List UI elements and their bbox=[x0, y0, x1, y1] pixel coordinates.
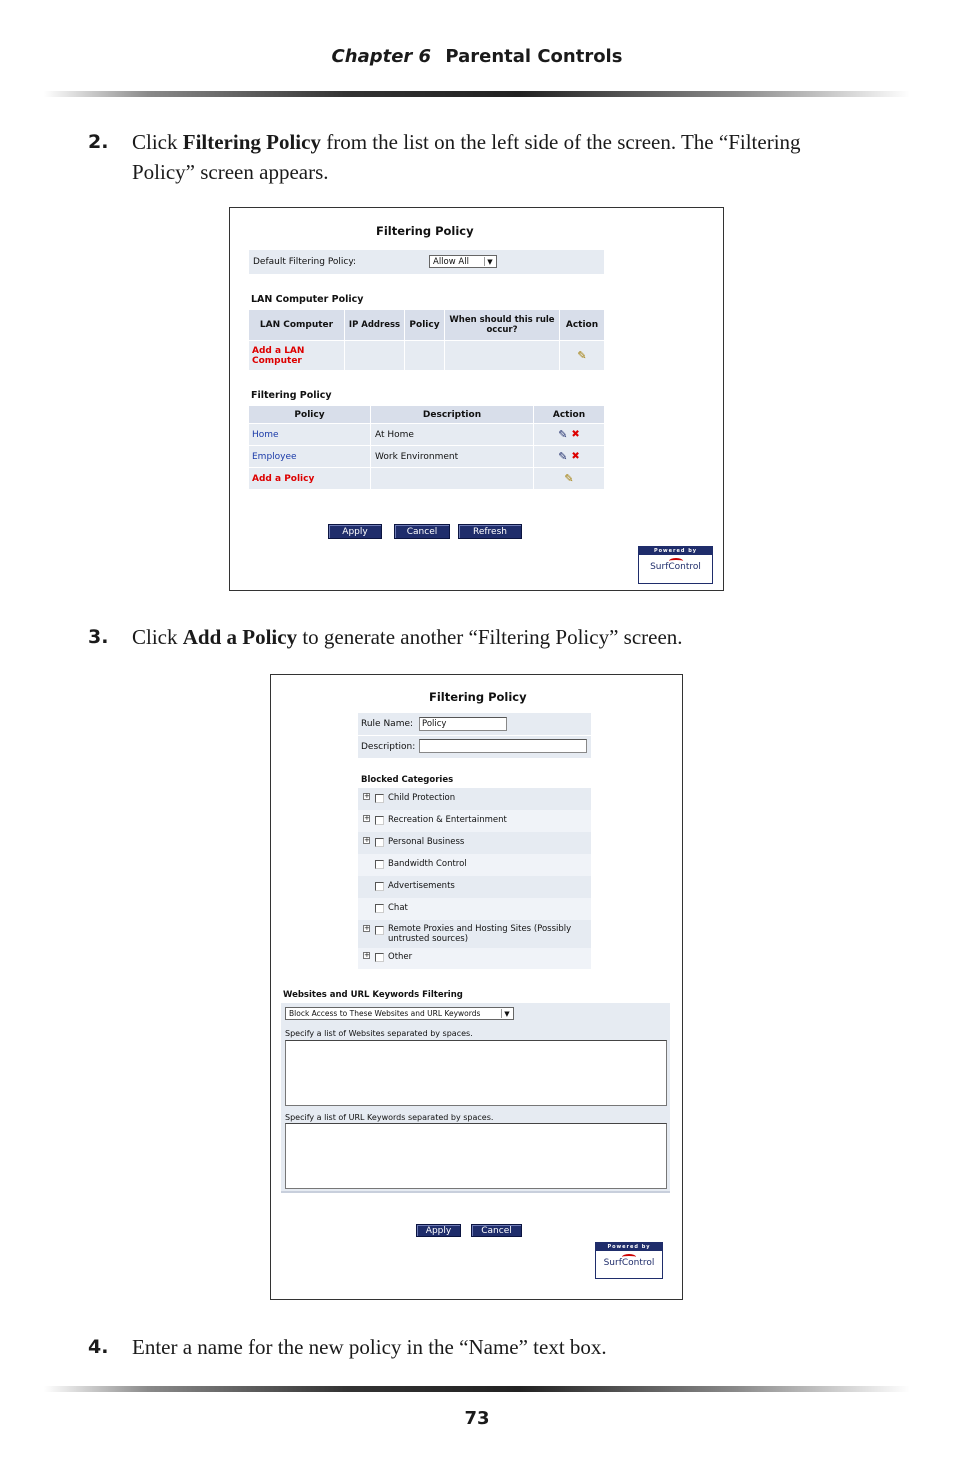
surfcontrol-badge bbox=[638, 546, 713, 584]
lan-header-computer: LAN Computer bbox=[249, 310, 344, 340]
lan-header-ip: IP Address bbox=[345, 310, 404, 340]
websites-mode-select[interactable]: Block Access to These Websites and URL Keywords ▼ bbox=[285, 1007, 514, 1020]
category-label: Child Protection bbox=[388, 793, 456, 803]
step-text: Enter a name for the new policy in the “Name” text box. bbox=[132, 1335, 607, 1359]
badge-brand: SurfControl bbox=[603, 1258, 655, 1268]
lan-header-action: Action bbox=[560, 310, 604, 340]
default-policy-label: Default Filtering Policy: bbox=[253, 257, 357, 267]
filter-header-policy: Policy bbox=[249, 406, 370, 423]
category-checkbox[interactable] bbox=[375, 904, 384, 913]
screen-title: Filtering Policy bbox=[376, 224, 474, 238]
delete-icon[interactable]: ✖ bbox=[571, 451, 580, 462]
category-row bbox=[358, 788, 591, 810]
step-number: 4. bbox=[88, 1336, 109, 1358]
surfcontrol-badge bbox=[595, 1242, 663, 1279]
apply-button[interactable]: Apply bbox=[328, 524, 382, 539]
edit-icon[interactable]: ✎ bbox=[558, 450, 568, 463]
category-checkbox[interactable] bbox=[375, 882, 384, 891]
lan-empty-cell bbox=[345, 341, 404, 370]
default-policy-row bbox=[249, 250, 604, 274]
add-policy-link[interactable]: Add a Policy bbox=[249, 468, 370, 489]
cancel-button[interactable]: Cancel bbox=[394, 524, 450, 539]
surfcontrol-logo-icon bbox=[622, 1254, 636, 1260]
keywords-textarea[interactable] bbox=[285, 1123, 667, 1189]
category-checkbox[interactable] bbox=[375, 953, 384, 962]
screen-title: Filtering Policy bbox=[429, 690, 527, 704]
step-4 bbox=[88, 1332, 808, 1362]
edit-icon[interactable]: ✎ bbox=[558, 428, 568, 441]
policy-link-employee[interactable]: Employee bbox=[249, 446, 370, 467]
category-row bbox=[358, 832, 591, 854]
category-label: Other bbox=[388, 952, 413, 962]
add-policy-screenshot bbox=[270, 674, 683, 1300]
step-number: 2. bbox=[88, 131, 109, 153]
filter-header-action: Action bbox=[534, 406, 604, 423]
policy-empty-cell bbox=[371, 468, 533, 489]
category-row bbox=[358, 810, 591, 832]
rule-name-input[interactable]: Policy bbox=[419, 717, 507, 731]
add-icon[interactable]: ✎ bbox=[577, 349, 587, 362]
blocked-section-title: Blocked Categories bbox=[361, 775, 454, 785]
step-text: Click Add a Policy to generate another “Filtering Policy” screen. bbox=[132, 625, 683, 649]
lan-section-title: LAN Computer Policy bbox=[251, 294, 364, 305]
category-checkbox[interactable] bbox=[375, 860, 384, 869]
policy-actions bbox=[534, 446, 604, 467]
keywords-prompt: Specify a list of URL Keywords separated by spaces. bbox=[285, 1113, 494, 1122]
websites-prompt: Specify a list of Websites separated by spaces. bbox=[285, 1029, 473, 1038]
category-label: Chat bbox=[388, 903, 408, 913]
filter-header-description: Description bbox=[371, 406, 533, 423]
category-row bbox=[358, 948, 591, 969]
websites-section-title: Websites and URL Keywords Filtering bbox=[283, 990, 463, 1000]
delete-icon[interactable]: ✖ bbox=[571, 429, 580, 440]
category-row bbox=[358, 920, 591, 948]
expand-icon[interactable]: + bbox=[364, 924, 370, 932]
policy-actions bbox=[534, 424, 604, 445]
category-label: Advertisements bbox=[388, 881, 455, 891]
websites-textarea[interactable] bbox=[285, 1040, 667, 1106]
policy-description: Work Environment bbox=[371, 446, 533, 467]
category-row bbox=[358, 876, 591, 898]
step-number: 3. bbox=[88, 626, 109, 648]
default-policy-select[interactable]: Allow All ▼ bbox=[429, 255, 497, 268]
step-2 bbox=[88, 127, 808, 187]
step-text: Click Filtering Policy from the list on the left side of the screen. The “Filtering Policy” screen appears. bbox=[132, 130, 801, 184]
policy-link-home[interactable]: Home bbox=[249, 424, 370, 445]
filter-section-title: Filtering Policy bbox=[251, 390, 332, 401]
cancel-button[interactable]: Cancel bbox=[471, 1224, 522, 1237]
refresh-button[interactable]: Refresh bbox=[458, 524, 522, 539]
add-lan-computer-link[interactable]: Add a LAN Computer bbox=[249, 341, 344, 370]
header-rule bbox=[44, 91, 910, 97]
chapter-title: Parental Controls bbox=[445, 46, 623, 67]
page-number: 73 bbox=[464, 1408, 490, 1429]
lan-header-policy: Policy bbox=[405, 310, 444, 340]
lan-header-when: When should this rule occur? bbox=[445, 310, 559, 340]
chapter-label: Chapter 6 bbox=[331, 46, 432, 67]
category-checkbox[interactable] bbox=[375, 794, 384, 803]
category-label: Personal Business bbox=[388, 837, 465, 847]
footer-rule bbox=[44, 1386, 910, 1392]
badge-top: Powered by bbox=[639, 547, 712, 555]
surfcontrol-logo-icon bbox=[669, 558, 683, 564]
category-row bbox=[358, 854, 591, 876]
category-checkbox[interactable] bbox=[375, 838, 384, 847]
lan-empty-cell bbox=[445, 341, 559, 370]
dropdown-arrow-icon: ▼ bbox=[484, 257, 495, 266]
expand-icon[interactable]: + bbox=[364, 792, 370, 800]
lan-action-cell bbox=[560, 341, 604, 370]
category-checkbox[interactable] bbox=[375, 816, 384, 825]
expand-icon[interactable]: + bbox=[364, 814, 370, 822]
running-header bbox=[0, 46, 954, 67]
policy-add-action bbox=[534, 468, 604, 489]
badge-top: Powered by bbox=[596, 1243, 662, 1251]
rule-name-label: Rule Name: bbox=[361, 719, 414, 729]
category-label: Recreation & Entertainment bbox=[388, 815, 507, 825]
category-checkbox[interactable] bbox=[375, 926, 384, 935]
badge-brand: SurfControl bbox=[650, 562, 701, 572]
step-3 bbox=[88, 622, 808, 652]
add-icon[interactable]: ✎ bbox=[564, 472, 574, 485]
filtering-policy-screenshot bbox=[229, 207, 724, 591]
category-row bbox=[358, 898, 591, 920]
category-label: Remote Proxies and Hosting Sites (Possibly untrusted sources) bbox=[388, 924, 572, 944]
description-input[interactable] bbox=[419, 739, 587, 753]
policy-description: At Home bbox=[371, 424, 533, 445]
apply-button[interactable]: Apply bbox=[416, 1224, 461, 1237]
expand-icon[interactable]: + bbox=[364, 836, 370, 844]
expand-icon[interactable]: + bbox=[364, 951, 370, 959]
category-label: Bandwidth Control bbox=[388, 859, 467, 869]
description-label: Description: bbox=[361, 742, 416, 752]
lan-empty-cell bbox=[405, 341, 444, 370]
dropdown-arrow-icon: ▼ bbox=[501, 1009, 512, 1018]
